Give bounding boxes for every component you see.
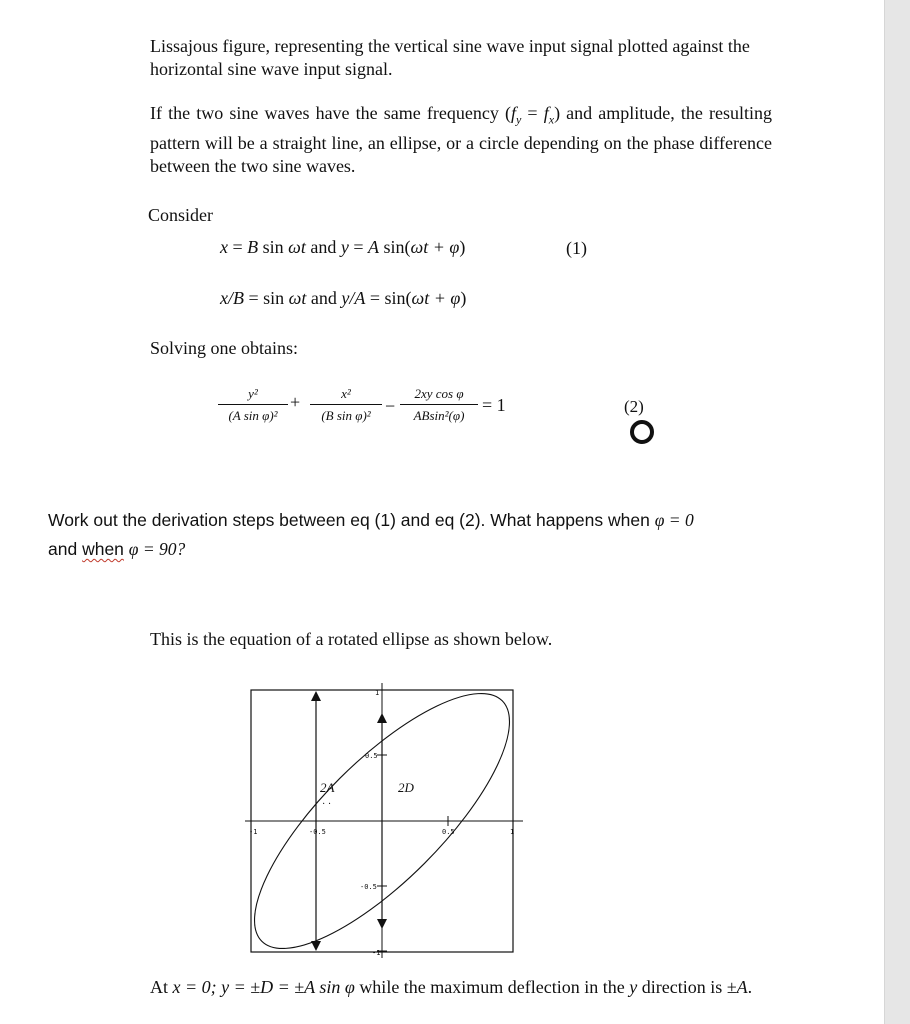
- arrow-2A-up: [311, 691, 321, 701]
- equation-2-label: (2): [624, 397, 644, 416]
- minus-sign: −: [385, 396, 396, 416]
- tick-label-y-neg0.5: -0.5: [360, 883, 377, 891]
- rotated-ellipse-text: This is the equation of a rotated ellipse as shown below.: [150, 629, 553, 649]
- equation-1: x = B sin ωt and y = A sin(ωt + φ): [220, 237, 466, 257]
- fraction-xy: 2xy cos φ ABsin²(φ): [400, 386, 478, 424]
- equation-1-label: (1): [566, 238, 587, 258]
- plus-sign: +: [290, 392, 301, 412]
- arrow-2D-down: [377, 919, 387, 929]
- tick-label-x-1: 1: [510, 828, 515, 836]
- bottom-paragraph: At x = 0; y = ±D = ±A sin φ while the maximum deflection in the y direction is ±A.: [150, 977, 753, 997]
- circle-cursor-icon: [630, 420, 654, 444]
- equation-1b: x/B = sin ωt and y/A = sin(ωt + φ): [220, 288, 467, 308]
- question-text: Work out the derivation steps between eq (1) and eq (2). What happens when φ = 0 and when φ = 90?: [48, 510, 694, 559]
- tick-label-y-neg1: -1: [372, 949, 381, 957]
- label-2D: 2D: [398, 780, 414, 795]
- consider-label: Consider: [148, 205, 213, 225]
- arrow-2A-down: [311, 941, 321, 951]
- tick-label-y-1: 1: [375, 689, 380, 697]
- fraction-y: y² (A sin φ)²: [218, 386, 288, 424]
- tick-label-x-neg1: -1: [249, 828, 258, 836]
- tick-label-x-neg0.5: -0.5: [309, 828, 326, 836]
- intro-paragraph: Lissajous figure, representing the vertical sine wave input signal plotted against the horizontal sine wave input signal.: [150, 36, 750, 79]
- solving-label: Solving one obtains:: [150, 338, 298, 358]
- fraction-x: x² (B sin φ)²: [310, 386, 382, 424]
- ellipse-plot: [245, 683, 530, 958]
- arrow-2D-up: [377, 713, 387, 723]
- label-dots: · ·: [322, 799, 332, 810]
- tick-label-x-0.5: 0.5: [442, 828, 455, 836]
- equals-one: = 1: [482, 395, 506, 415]
- tick-label-y-0.5: 0.5: [365, 752, 378, 760]
- vertical-scrollbar[interactable]: [884, 0, 910, 1024]
- label-2A: 2A: [320, 780, 335, 795]
- spellcheck-word: when: [82, 539, 124, 559]
- frequency-paragraph: If the two sine waves have the same frequency $(f_y = f_x)$ and amplitude, the resulting pattern will be a straight line, an ellipse, or a circle depending on the phase difference between the two sine waves.: [150, 103, 773, 176]
